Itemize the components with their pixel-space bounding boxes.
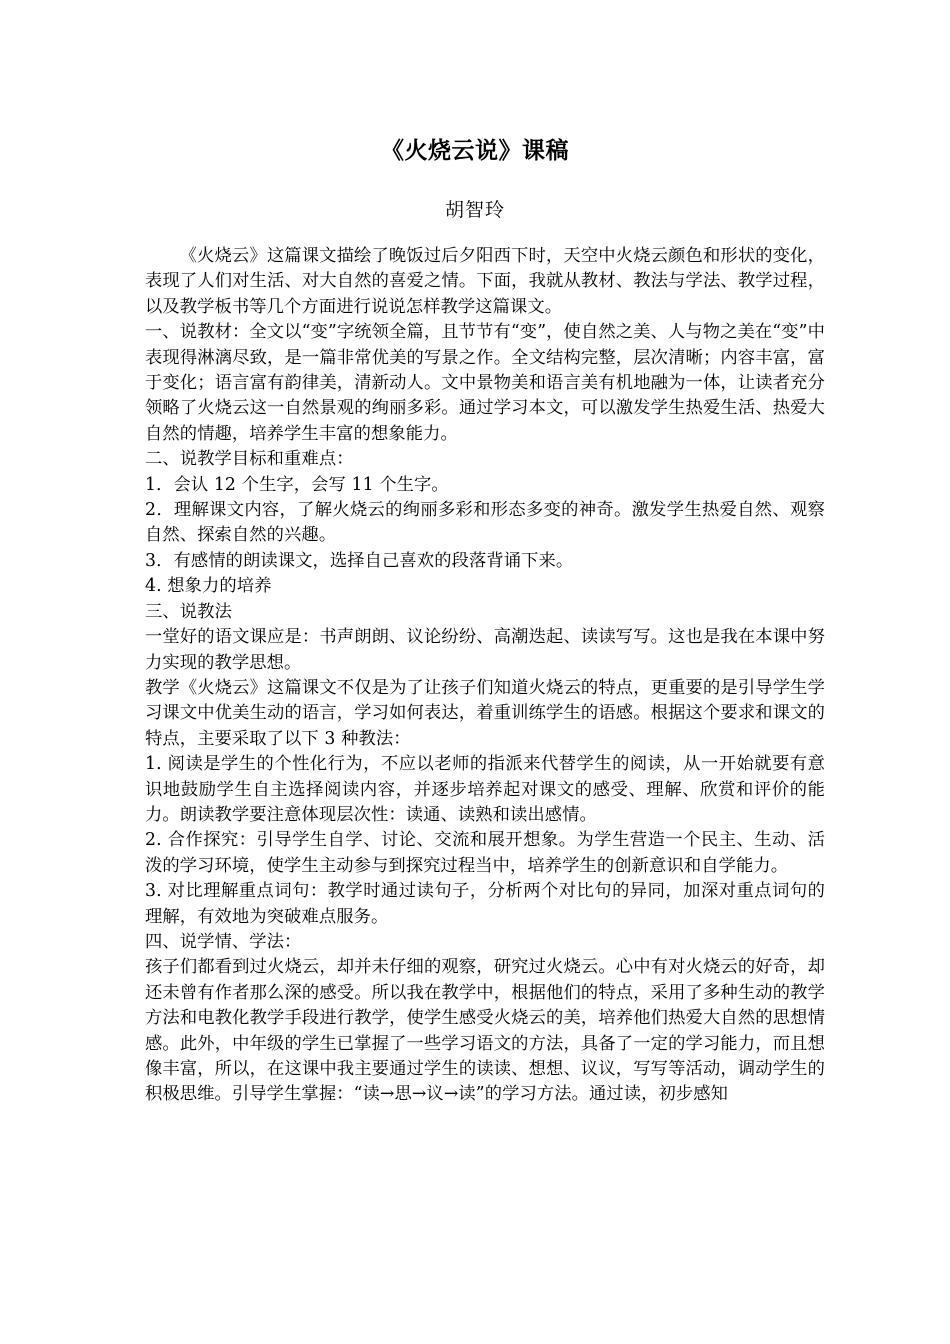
paragraph-methods-intro: 一堂好的语文课应是：书声朗朗、议论纷纷、高潮迭起、读读写写。这也是我在本课中努力实现的教学思想。 <box>145 627 825 673</box>
goal-item-4: 4. 想象力的培养 <box>145 576 272 597</box>
goal-item-1: 1．会认 12 个生字，会写 11 个生字。 <box>145 474 449 495</box>
document-title: 《火烧云说》课稿 <box>381 138 569 164</box>
paragraph-methods-purpose: 教学《火烧云》这篇课文不仅是为了让孩子们知道火烧云的特点，更重要的是引导学生学习课文中优美生动的语言，学习如何表达，着重训练学生的语感。根据这个要求和课文的特点，主要采取了以下 3 种教法： <box>145 677 825 749</box>
heading-section-goals: 二、说教学目标和重难点： <box>145 449 354 470</box>
paragraph-learning: 孩子们都看到过火烧云，却并未仔细的观察，研究过火烧云。心中有对火烧云的好奇，却还未曾有作者那么深的感受。所以我在教学中，根据他们的特点，采用了多种生动的教学方法和电教化教学手段进行教学，使学生感受火烧云的美，培养他们热爱大自然的思想情感。此外，中年级的学生已掌握了一些学习语文的方法，具备了一定的学习能力，而且想像丰富，所以，在这课中我主要通过学生的读读、想想、议议，写写等活动，调动学生的积极思维。引导学生掌握：“读→思→议→读”的学习方法。通过读，初步感知 <box>145 957 825 1105</box>
method-item-2: 2. 合作探究：引导学生自学、讨论、交流和展开想象。为学生营造一个民主、生动、活泼的学习环境，使学生主动参与到探究过程当中，培养学生的创新意识和自学能力。 <box>145 830 825 876</box>
heading-section-learning: 四、说学情、学法： <box>145 931 302 952</box>
heading-section-methods: 三、说教法 <box>145 601 232 622</box>
paragraph-intro: 《火烧云》这篇课文描绘了晚饭过后夕阳西下时，天空中火烧云颜色和形状的变化，表现了人们对生活、对大自然的喜爱之情。下面，我就从教材、教法与学法、教学过程，以及教学板书等几个方面进行说说怎样教学这篇课文。 <box>145 246 825 317</box>
goal-item-3: 3．有感情的朗读课文，选择自己喜欢的段落背诵下来。 <box>145 550 574 571</box>
method-item-1: 1. 阅读是学生的个性化行为，不应以老师的指派来代替学生的阅读，从一开始就要有意识地鼓励学生自主选择阅读内容，并逐步培养起对课文的感受、理解、欣赏和评价的能力。朗读教学要注意体现层次性：读通、读熟和读出感情。 <box>145 754 825 825</box>
method-item-3: 3. 对比理解重点词句：教学时通过读句子，分析两个对比句的异同，加深对重点词句的理解，有效地为突破难点服务。 <box>145 881 825 927</box>
document-body <box>145 244 825 1108</box>
document-author: 胡智玲 <box>444 199 505 221</box>
goal-item-2: 2．理解课文内容，了解火烧云的绚丽多彩和形态多变的神奇。激发学生热爱自然、观察自然、探索自然的兴趣。 <box>145 500 825 546</box>
paragraph-section-textbook: 一、说教材：全文以“变”字统领全篇，且节节有“变”，使自然之美、人与物之美在“变”中表现得淋漓尽致，是一篇非常优美的写景之作。全文结构完整，层次清晰；内容丰富，富于变化；语言富有韵律美，清新动人。文中景物美和语言美有机地融为一体，让读者充分领略了火烧云这一自然景观的绚丽多彩。通过学习本文，可以激发学生热爱生活、热爱大自然的情趣，培养学生丰富的想象能力。 <box>145 322 825 444</box>
